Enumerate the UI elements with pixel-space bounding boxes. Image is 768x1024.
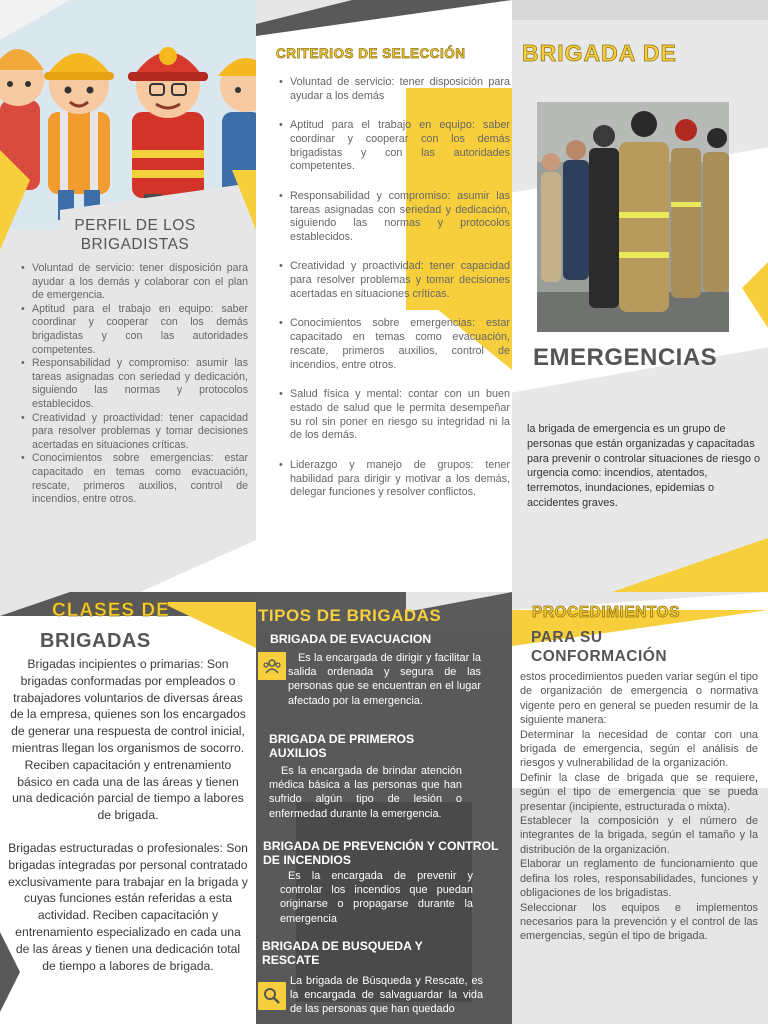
brigade-heading: BRIGADA DE EVACUACION [270,632,432,646]
brigade-description: Es la encargada de brindar atención médica básica a las personas que han sufrido algún tipo de lesión o enfermedad durante la emergencia. [269,765,462,820]
conformacion-title: PARA SU CONFORMACIÓN [531,629,668,665]
criterios-list [278,76,510,516]
list-item: • Conocimientos sobre emergencias: estar capacitado en temas como evacuación, rescate, primeros auxilios, control de incendios, entre otros. [278,317,510,372]
list-item: • Liderazgo y manejo de grupos: tener habilidad para dirigir y motivar a los demás, delegar funciones y resolver conflictos. [278,459,510,500]
brigadas-title: BRIGADAS [40,630,151,652]
yellow-corner-decoration [232,170,256,230]
list-item: • Aptitud para el trabajo en equipo: saber coordinar y cooperar con los demás brigadistas y con las autoridades competentes. [278,119,510,174]
white-corner-decoration [140,540,256,592]
paragraph: Seleccionar los equipos e implementos necesarios para la prevención y el control de las emergencias, según el tipo de brigada. [520,901,758,943]
list-item: • Responsabilidad y compromiso: asumir las tareas asignadas con seriedad y dedicación, siguiendo las normas y protocolos establecidos. [278,190,510,245]
brigade-description: La brigada de Búsqueda y Rescate, es la encargada de salvaguardar la vida de las personas que han quedado [290,975,483,1016]
clases-text [8,656,248,974]
yellow-triangle-decoration [0,150,30,250]
paragraph: estos procedimientos pueden variar según el tipo de organización de emergencia o normativa vigente pero en general se pueden resumir de la siguiente manera: [520,671,758,727]
yellow-triangle-decoration [160,602,256,648]
yellow-bottom-decoration [612,538,768,592]
paragraph: Determinar la necesidad de contar con una brigada de emergencia, según el análisis de riesgos y vulnerabilidad de la organización. [520,728,758,770]
tipos-title: TIPOS DE BRIGADAS [258,606,442,625]
perfil-list [20,262,248,507]
list-item: • Voluntad de servicio: tener disposición para ayudar a los demás y colaborar con el plan de emergencia. [20,262,248,303]
brigade-heading: BRIGADA DE BUSQUEDA Y RESCATE [262,939,423,967]
brigade-heading: BRIGADA DE PRIMEROS AUXILIOS [269,732,415,760]
brigade-heading: BRIGADA DE PREVENCIÓN Y CONTROL DE INCENDIOS [263,839,499,867]
brigada-title: BRIGADA DE [522,40,677,66]
procedimientos-title: PROCEDIMIENTOS [532,604,680,621]
gray-top-decoration [256,0,352,24]
firefighters-photo [537,102,729,332]
criterios-title: CRITERIOS DE SELECCIÓN [276,46,466,61]
paragraph: Elaborar un reglamento de funcionamiento que defina los roles, responsabilidades, funciones y obligaciones de los brigadistas. [520,858,758,900]
list-item: • Salud física y mental: contar con un buen estado de salud que le permita desempeñar su rol sin poner en riesgo su integridad ni la de los demás. [278,388,510,443]
group-icon [258,652,286,680]
paragraph: Definir la clase de brigada que se requiere, según el tipo de emergencia que se pueda presentar (incipiente, estructurada o mixta). [520,771,758,813]
clases-title: CLASES DE [52,600,170,621]
brigade-description: Es la encargada de prevenir y controlar los incendios que puedan originarse o propagarse durante la emergencia [280,870,473,925]
gray-top-band [512,0,768,20]
paragraph: Brigadas estructuradas o profesionales: Son brigadas integradas por personal contratado exclusivamente para trabajar en la brigada y cuyas funciones están referidas a esta actividad. Reciben capacitación y entrenamiento especializado en cada una de las áreas y tienen una dedicación total de tiempo a labores de brigada. [8,840,248,973]
perfil-title: PERFIL DE LOS BRIGADISTAS [74,217,196,253]
brigade-description: Es la encargada de dirigir y facilitar la salida ordenada y segura de las personas que se encuentran en el lugar afectado por la emergencia. [288,652,481,707]
yellow-triangle-decoration [742,262,768,328]
list-item: • Creatividad y proactividad: tener capacidad para resolver problemas y tomar decisiones acertadas en situaciones críticas. [20,412,248,453]
paragraph: Establecer la composición y el número de integrantes de la brigada, según el tamaño y la distribución de la organización. [520,815,758,856]
search-icon [258,982,286,1010]
brigada-description: la brigada de emergencia es un grupo de personas que están organizadas y capacitadas para prevenir o controlar situaciones de riesgo o urgencia como: incendios, atentados, terremotos, inundaciones, epidemias o accidentes graves. [527,423,761,509]
list-item: • Conocimientos sobre emergencias: estar capacitado en temas como evacuación, rescate, primeros auxilios, control de incendios, entre otros. [20,452,248,506]
procedimientos-text [520,670,758,944]
list-item: • Creatividad y proactividad: tener capacidad para resolver problemas y tomar decisiones acertadas en situaciones críticas. [278,260,510,301]
list-item: • Voluntad de servicio: tener disposición para ayudar a los demás [278,76,510,104]
paragraph: Brigadas incipientes o primarias: Son brigadas conformadas por empleados o trabajadores voluntarios de diversas áreas de la empresa, quienes son los encargados de generar una respuesta de control inicial, mientras llegan los organismos de socorro. Reciben capacitación y entrenamiento básico en cada una de las áreas y tienen una dedicación parcial de tiempo a labores de brigada. [10,657,246,823]
list-item: • Responsabilidad y compromiso: asumir las tareas asignadas con seriedad y dedicación, siguiendo las normas y protocolos establecidos. [20,357,248,411]
emergencias-title: EMERGENCIAS [533,344,718,371]
list-item: • Aptitud para el trabajo en equipo: saber coordinar y cooperar con los demás brigadistas y con las autoridades competentes. [20,303,248,357]
